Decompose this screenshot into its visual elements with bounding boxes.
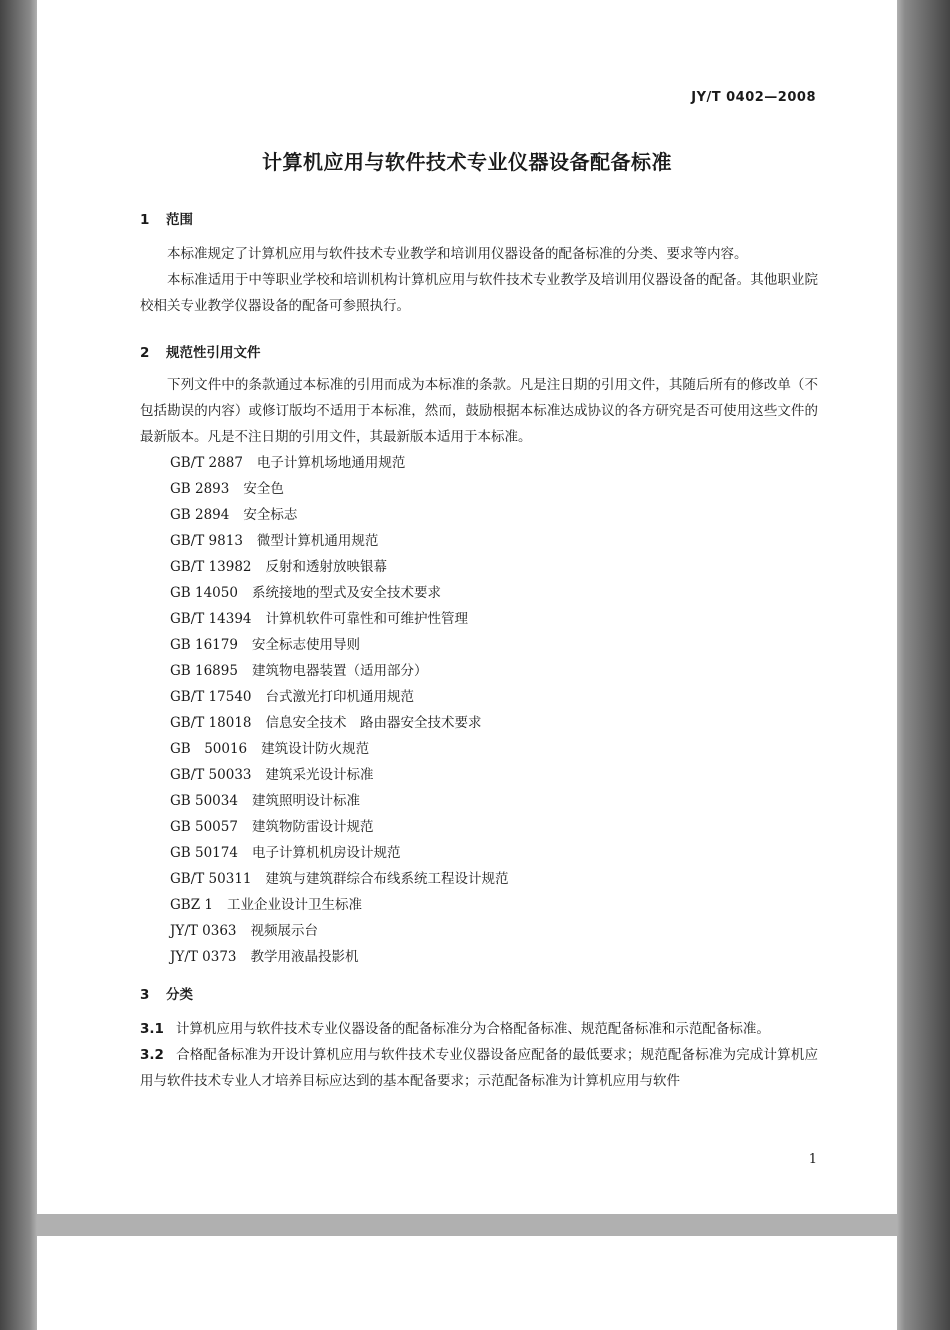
reference-code: GB/T 13982 xyxy=(170,559,252,575)
paragraph: 本标准规定了计算机应用与软件技术专业教学和培训用仪器设备的配备标准的分类、要求等内容。 xyxy=(167,246,748,262)
section-normative-references xyxy=(140,340,818,970)
reference-code: GB/T 18018 xyxy=(170,715,252,731)
reference-list xyxy=(140,450,818,970)
reference-name: 建筑物防雷设计规范 xyxy=(251,819,374,835)
paragraph: 下列文件中的条款通过本标准的引用而成为本标准的条款。凡是注日期的引用文件，其随后所有的修改单（不包括勘误的内容）或修订版均不适用于本标准，然而，鼓励根据本标准达成协议的各方研究是否可使用这些文件的最新版本。凡是不注日期的引用文件，其最新版本适用于本标准。 xyxy=(140,377,818,445)
reference-code: GB 14050 xyxy=(170,585,238,601)
reference-item xyxy=(140,632,818,658)
reference-name: 建筑采光设计标准 xyxy=(265,767,374,783)
reference-code: GB/T 17540 xyxy=(170,689,252,705)
reference-name: 安全标志使用导则 xyxy=(251,637,360,653)
reference-item xyxy=(140,554,818,580)
reference-name: 计算机软件可靠性和可维护性管理 xyxy=(265,611,468,627)
reference-item xyxy=(140,762,818,788)
section-title: 范围 xyxy=(166,212,193,228)
reference-code: GB/T 50311 xyxy=(170,871,252,887)
reference-item xyxy=(140,710,818,736)
reference-name: 安全标志 xyxy=(243,507,298,523)
reference-name: 建筑照明设计标准 xyxy=(251,793,360,809)
reference-name: 视频展示台 xyxy=(250,923,319,939)
reference-code: GB/T 2887 xyxy=(170,455,243,471)
reference-item xyxy=(140,658,818,684)
section-number: 2 xyxy=(140,345,150,361)
reference-item xyxy=(140,944,818,970)
page-number: 1 xyxy=(808,1152,817,1167)
reference-item xyxy=(140,528,818,554)
reference-item xyxy=(140,814,818,840)
reference-item xyxy=(140,684,818,710)
reference-name: 安全色 xyxy=(243,481,284,497)
reference-item xyxy=(140,892,818,918)
reference-code: GB 50034 xyxy=(170,793,238,809)
reference-code: JY/T 0373 xyxy=(170,949,237,965)
document-title: 计算机应用与软件技术专业仪器设备配备标准 xyxy=(262,150,672,174)
reference-name: 电子计算机机房设计规范 xyxy=(251,845,401,861)
reference-item xyxy=(140,788,818,814)
reference-code: GB/T 14394 xyxy=(170,611,252,627)
section-classification xyxy=(140,982,818,1094)
section-heading xyxy=(140,982,818,1008)
paragraph: 本标准适用于中等职业学校和培训机构计算机应用与软件技术专业教学及培训用仪器设备的配备。其他职业院校相关专业教学仪器设备的配备可参照执行。 xyxy=(140,272,818,314)
document-page xyxy=(37,0,897,1214)
reference-name: 信息安全技术 路由器安全技术要求 xyxy=(265,715,482,731)
clause-number: 3.1 xyxy=(140,1021,164,1037)
next-page xyxy=(37,1236,897,1330)
clause-text: 合格配备标准为开设计算机应用与软件技术专业仪器设备应配备的最低要求；规范配备标准为完成计算机应用与软件技术专业人才培养目标应达到的基本配备要求；示范配备标准为计算机应用与软件 xyxy=(140,1047,818,1089)
section-heading xyxy=(140,207,818,233)
reference-code: GB/T 50033 xyxy=(170,767,252,783)
reference-item xyxy=(140,736,818,762)
reference-name: 教学用液晶投影机 xyxy=(250,949,359,965)
reference-name: 工业企业设计卫生标准 xyxy=(226,897,362,913)
standard-code: JY/T 0402—2008 xyxy=(691,90,816,105)
reference-item xyxy=(140,476,818,502)
section-number: 3 xyxy=(140,987,150,1003)
clause-paragraph xyxy=(140,1042,818,1094)
reference-code: GB 2894 xyxy=(170,507,230,523)
reference-name: 建筑与建筑群综合布线系统工程设计规范 xyxy=(265,871,509,887)
reference-name: 建筑物电器装置（适用部分） xyxy=(251,663,428,679)
section-title: 规范性引用文件 xyxy=(166,345,261,361)
reference-code: GB 50016 xyxy=(170,741,248,757)
reference-name: 系统接地的型式及安全技术要求 xyxy=(251,585,441,601)
reference-item xyxy=(140,502,818,528)
reference-code: GBZ 1 xyxy=(170,897,213,913)
reference-code: JY/T 0363 xyxy=(170,923,237,939)
reference-name: 反射和透射放映银幕 xyxy=(265,559,387,575)
clause-paragraph xyxy=(140,1016,818,1042)
reference-item xyxy=(140,918,818,944)
section-number: 1 xyxy=(140,212,150,228)
reference-code: GB 50174 xyxy=(170,845,238,861)
reference-item xyxy=(140,606,818,632)
reference-name: 台式激光打印机通用规范 xyxy=(265,689,414,705)
clause-text: 计算机应用与软件技术专业仪器设备的配备标准分为合格配备标准、规范配备标准和示范配备标准。 xyxy=(175,1021,770,1037)
reference-code: GB/T 9813 xyxy=(170,533,243,549)
section-title: 分类 xyxy=(166,987,193,1003)
reference-item xyxy=(140,450,818,476)
reference-code: GB 16895 xyxy=(170,663,238,679)
reference-name: 建筑设计防火规范 xyxy=(261,741,370,757)
reference-code: GB 16179 xyxy=(170,637,238,653)
reference-item xyxy=(140,580,818,606)
reference-item xyxy=(140,866,818,892)
section-heading xyxy=(140,340,818,366)
reference-name: 微型计算机通用规范 xyxy=(256,533,379,549)
reference-item xyxy=(140,840,818,866)
section-scope xyxy=(140,207,818,319)
reference-name: 电子计算机场地通用规范 xyxy=(256,455,406,471)
reference-code: GB 2893 xyxy=(170,481,230,497)
clause-number: 3.2 xyxy=(140,1047,164,1063)
reference-code: GB 50057 xyxy=(170,819,238,835)
